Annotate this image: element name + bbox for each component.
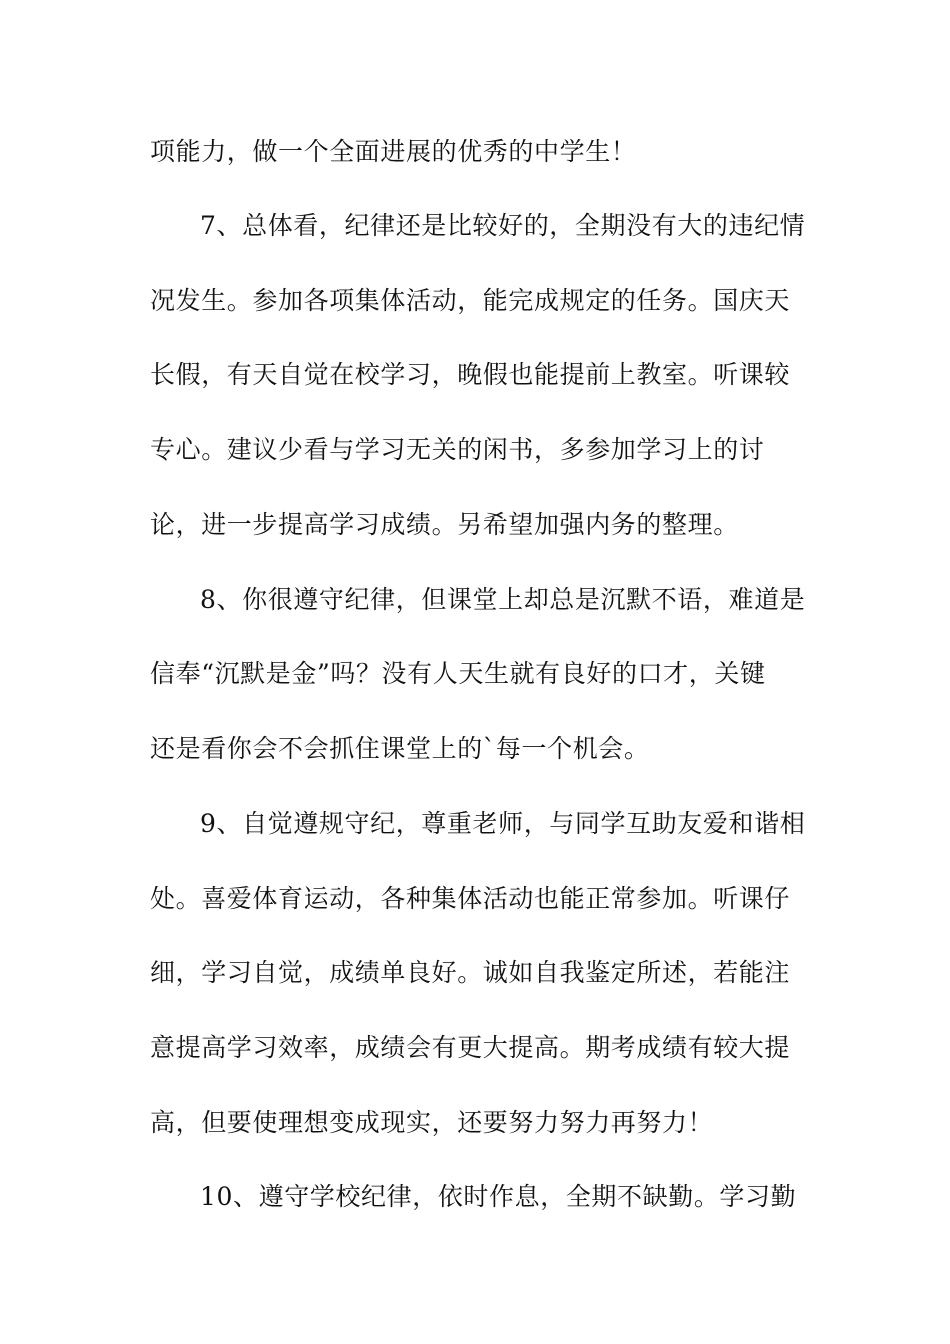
text-line: 10、遵守学校纪律，依时作息，全期不缺勤。学习勤 <box>200 1182 797 1211</box>
text-line: 高，但要使理想变成现实，还要努力努力再努力！ <box>150 1108 714 1137</box>
text-line: 还是看你会不会抓住课堂上的`每一个机会。 <box>150 734 650 763</box>
text-line: 处。喜爱体育运动，各种集体活动也能正常参加。听课仔 <box>150 884 791 913</box>
text-line: 9、自觉遵规守纪，尊重老师，与同学互助友爱和谐相 <box>200 809 806 838</box>
text-line: 况发生。参加各项集体活动，能完成规定的任务。国庆天 <box>150 286 791 315</box>
text-line: 长假，有天自觉在校学习，晚假也能提前上教室。听课较 <box>150 360 791 389</box>
text-line: 细，学习自觉，成绩单良好。诚如自我鉴定所述，若能注 <box>150 958 791 987</box>
text-line: 信奉“沉默是金”吗？没有人天生就有良好的口才，关键 <box>150 659 766 688</box>
text-line: 7、总体看，纪律还是比较好的，全期没有大的违纪情 <box>200 211 806 240</box>
text-line: 专心。建议少看与学习无关的闲书，多参加学习上的讨 <box>150 435 765 464</box>
text-line: 项能力，做一个全面进展的优秀的中学生！ <box>150 137 637 166</box>
text-line: 8、你很遵守纪律，但课堂上却总是沉默不语，难道是 <box>200 585 806 614</box>
text-line: 论，进一步提高学习成绩。另希望加强内务的整理。 <box>150 510 739 539</box>
text-line: 意提高学习效率，成绩会有更大提高。期考成绩有较大提 <box>150 1033 791 1062</box>
